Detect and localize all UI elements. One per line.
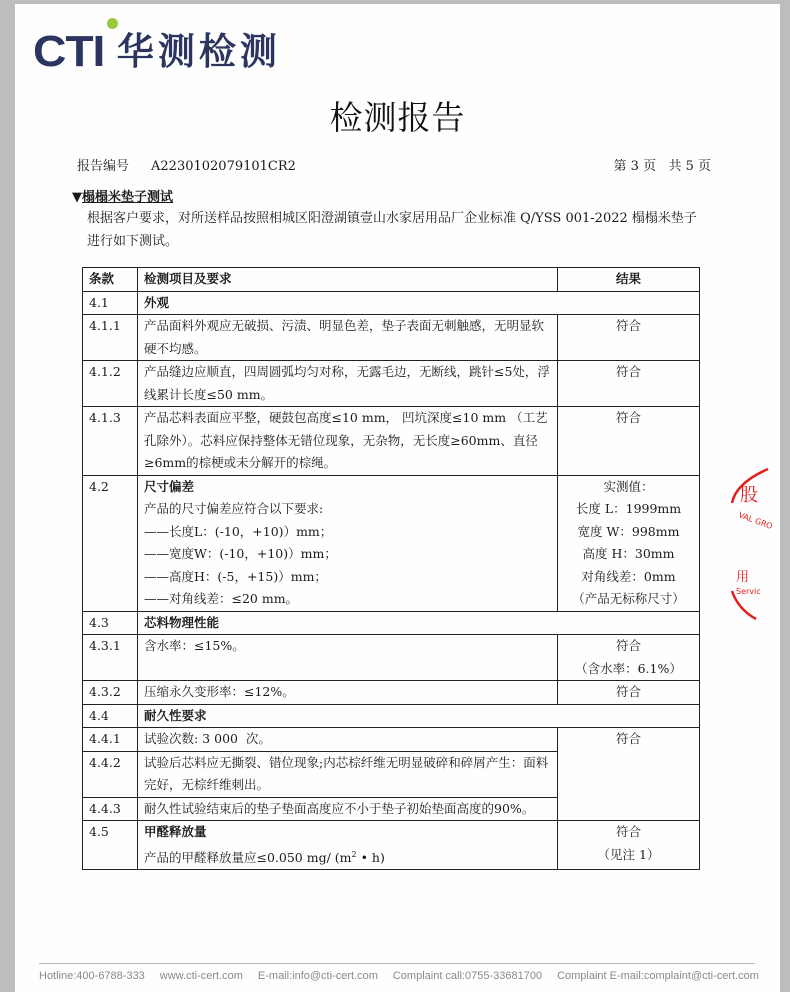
item-line — [144, 844, 551, 870]
item-line: ——宽度W：(-10，+10)）mm； — [144, 546, 337, 561]
report-page — [15, 4, 780, 992]
table-row — [83, 361, 700, 407]
footer-website: www.cti-cert.com — [159, 970, 243, 982]
item-line: ——对角线差：≤20 mm。 — [144, 591, 299, 606]
group-title-cell: 芯料物理性能 — [138, 611, 700, 635]
page-margin-right — [780, 0, 790, 992]
section-title: 榻榻米垫子测试 — [82, 190, 174, 205]
clause-cell: 4.1.1 — [83, 315, 138, 361]
item-cell: 产品缝边应顺直，四周圆弧均匀对称，无露毛边，无断线，跳针≤5处，浮线累计长度≤50 mm。 — [138, 361, 558, 407]
item-title: 尺寸偏差 — [144, 478, 195, 494]
item-cell: 耐久性试验结束后的垫子垫面高度应不小于垫子初始垫面高度的90%。 — [138, 797, 558, 821]
triangle-marker-icon: ▼ — [72, 190, 82, 205]
table-row — [83, 821, 700, 870]
report-number-value: A2230102079101CR2 — [151, 159, 296, 174]
clause-cell: 4.3.1 — [83, 635, 138, 681]
result-line: 符合 — [615, 638, 641, 653]
stamp-en-top: VAL GRO — [737, 510, 774, 532]
test-results-table — [82, 267, 700, 870]
stamp-char-top: 股 — [740, 485, 758, 506]
result-line: 长度 L：1999mm — [575, 501, 682, 516]
item-line-text: 产品的甲醛释放量应≤0.050 mg/ (m — [144, 849, 352, 865]
header-result: 结果 — [558, 268, 700, 292]
footer-complaint-email: Complaint E-mail:complaint@cti-cert.com — [557, 970, 759, 982]
clause-cell: 4.3.2 — [83, 681, 138, 705]
result-line: 实测值： — [603, 478, 654, 494]
report-meta — [77, 155, 711, 174]
group-title-cell: 耐久性要求 — [138, 704, 700, 728]
item-title: 甲醛释放量 — [144, 824, 207, 839]
table-row — [83, 611, 700, 635]
item-cell: 产品面料外观应无破损、污渍、明显色差，垫子表面无刺触感，无明显软硬不均感。 — [138, 315, 558, 361]
logo-dot-icon — [107, 18, 118, 29]
result-line: （含水率：6.1%） — [575, 660, 682, 676]
clause-cell: 4.1.3 — [83, 407, 138, 476]
report-number — [77, 155, 296, 174]
footer-email: E-mail:info@cti-cert.com — [257, 970, 378, 982]
table-row — [83, 704, 700, 728]
result-cell: 符合 — [558, 728, 700, 821]
clause-cell: 4.4.1 — [83, 728, 138, 752]
item-cell: 压缩永久变形率：≤12%。 — [138, 681, 558, 705]
table-row — [83, 315, 700, 361]
header-clause: 条款 — [83, 268, 138, 292]
result-cell: 符合 — [558, 407, 700, 476]
result-line: 宽度 W：998mm — [577, 523, 680, 539]
result-cell — [558, 635, 700, 681]
item-cell — [138, 821, 558, 870]
result-cell: 符合 — [558, 681, 700, 705]
clause-cell: 4.4.3 — [83, 797, 138, 821]
table-header-row — [83, 268, 700, 292]
result-line: （产品无标称尺寸） — [572, 591, 685, 606]
result-line: 对角线差：0mm — [581, 568, 676, 584]
clause-cell: 4.1 — [83, 291, 138, 315]
footer — [39, 970, 759, 982]
clause-cell: 4.3 — [83, 611, 138, 635]
group-title-cell: 外观 — [138, 291, 700, 315]
stamp-en-bottom: Servic — [736, 587, 761, 596]
logo-brand: CTI — [33, 27, 105, 76]
section-heading — [72, 186, 173, 205]
table-row — [83, 681, 700, 705]
table-row — [83, 291, 700, 315]
item-cell: 含水率：≤15%。 — [138, 635, 558, 681]
stamp-char-mid: 用 — [736, 570, 750, 585]
result-cell: 符合 — [558, 361, 700, 407]
item-line: ——高度H：(-5，+15)）mm； — [144, 568, 327, 584]
item-cell: 试验后芯料应无撕裂、错位现象;内芯棕纤维无明显破碎和碎屑产生：面料完好，无棕纤维刺出。 — [138, 751, 558, 797]
page-info: 第 3 页 共 5 页 — [613, 159, 711, 174]
footer-divider — [39, 963, 755, 964]
clause-cell: 4.4.2 — [83, 751, 138, 797]
result-cell: 符合 — [558, 315, 700, 361]
result-cell — [558, 475, 700, 611]
item-cell — [138, 475, 558, 611]
table-row — [83, 635, 700, 681]
item-line-tail: • h) — [356, 849, 385, 865]
item-cell: 产品芯料表面应平整，硬鼓包高度≤10 mm， 凹坑深度≤10 mm （工艺孔除外）。芯料应保持整体无错位现象，无杂物，无长度≥60mm、直径≥6mm的棕梗或未分解开的棕绳。 — [138, 407, 558, 476]
item-cell: 试验次数: 3 000 次。 — [138, 728, 558, 752]
result-line: 符合 — [615, 824, 641, 839]
superscript: 2 — [351, 849, 357, 859]
clause-cell: 4.5 — [83, 821, 138, 870]
footer-hotline: Hotline:400-6788-333 — [39, 970, 145, 982]
item-line: 产品的尺寸偏差应符合以下要求: — [144, 501, 324, 516]
table-row — [83, 475, 700, 611]
report-number-label: 报告编号 — [77, 159, 130, 174]
section-intro: 根据客户要求，对所送样品按照相城区阳澄湖镇壹山水家居用品厂企业标准 Q/YSS 001-2022 榻榻米垫子进行如下测试。 — [87, 211, 697, 249]
table-row — [83, 407, 700, 476]
cti-logo — [33, 18, 281, 74]
clause-cell: 4.4 — [83, 704, 138, 728]
clause-cell: 4.2 — [83, 475, 138, 611]
footer-complaint-call: Complaint call:0755-33681700 — [392, 970, 543, 982]
result-cell — [558, 821, 700, 870]
clause-cell: 4.1.2 — [83, 361, 138, 407]
table-row — [83, 728, 700, 752]
result-line: 高度 H：30mm — [582, 546, 675, 561]
item-line: ——长度L：(-10，+10)）mm； — [144, 523, 333, 539]
page-title: 检测报告 — [329, 98, 466, 137]
result-line: （见注 1） — [597, 846, 660, 862]
logo-name-cn: 华测检测 — [116, 30, 281, 73]
header-item: 检测项目及要求 — [138, 268, 558, 292]
